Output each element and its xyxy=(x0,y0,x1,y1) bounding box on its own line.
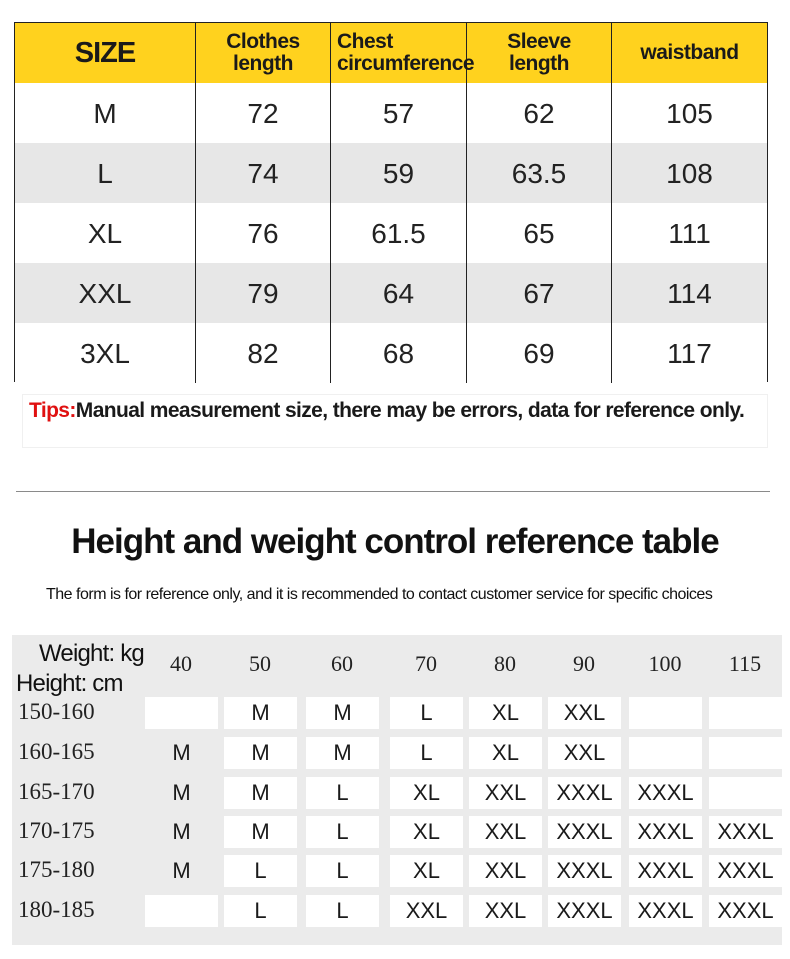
size-recommendation-cell: L xyxy=(306,855,379,887)
size-recommendation-cell: XL xyxy=(390,777,463,809)
size-recommendation-cell xyxy=(709,777,782,809)
size-recommendation-cell: M xyxy=(306,697,379,729)
height-row-label: 175-180 xyxy=(18,857,95,882)
header-size: SIZE xyxy=(15,23,196,83)
size-label-cell: XXL xyxy=(15,263,196,323)
measurement-cell: 108 xyxy=(666,158,713,189)
tips-text: Manual measurement size, there may be errors, data for reference only. xyxy=(75,399,745,422)
measurement-cell: 76 xyxy=(196,203,331,263)
size-recommendation-cell xyxy=(629,737,702,769)
size-label-cell: L xyxy=(15,143,196,203)
size-recommendation-cell: XXL xyxy=(469,895,542,927)
size-recommendation-cell: L xyxy=(306,816,379,848)
size-recommendation-cell: XXXL xyxy=(548,816,621,848)
height-axis-label: Height: cm xyxy=(16,670,123,697)
weight-column-header: 40 xyxy=(170,651,192,676)
measurement-cell: 68 xyxy=(331,323,467,383)
size-recommendation-cell: L xyxy=(224,855,297,887)
size-recommendation-cell: XL xyxy=(469,697,542,729)
size-recommendation-cell xyxy=(629,697,702,729)
weight-column-header: 80 xyxy=(494,651,516,676)
size-recommendation-cell: XXL xyxy=(469,777,542,809)
size-recommendation-cell: XXXL xyxy=(548,895,621,927)
measurement-cell: 69 xyxy=(467,323,612,383)
size-recommendation-cell: XXXL xyxy=(629,895,702,927)
weight-column-header: 50 xyxy=(249,651,271,676)
measurement-cell: 63.5 xyxy=(467,143,612,203)
measurement-cell: 82 xyxy=(196,323,331,383)
size-recommendation-cell: L xyxy=(390,697,463,729)
header-chest-circumference: Chest circumference xyxy=(331,23,467,83)
size-label-cell: M xyxy=(15,83,196,143)
measurement-cell: 67 xyxy=(467,263,612,323)
size-recommendation-cell: M xyxy=(306,737,379,769)
size-row xyxy=(15,263,767,323)
measurement-cell: 74 xyxy=(196,143,331,203)
size-row xyxy=(15,323,767,383)
size-label-cell: XL xyxy=(15,203,196,263)
weight-column-header: 100 xyxy=(648,651,682,676)
size-recommendation-cell: XXXL xyxy=(629,816,702,848)
weight-column-header: 70 xyxy=(415,651,437,676)
size-recommendation-cell: XXXL xyxy=(548,777,621,809)
measurement-cell: 111 xyxy=(668,218,711,249)
size-recommendation-cell: XL xyxy=(469,737,542,769)
reference-table-title: Height and weight control reference table xyxy=(71,522,719,561)
measurement-cell: 117 xyxy=(667,338,712,369)
size-recommendation-cell: M xyxy=(224,777,297,809)
measurement-cell: 105 xyxy=(666,98,713,129)
measurement-cell: 65 xyxy=(467,203,612,263)
size-recommendation-cell: XXXL xyxy=(629,855,702,887)
size-recommendation-cell: L xyxy=(306,777,379,809)
size-recommendation-cell: L xyxy=(306,895,379,927)
weight-column-header: 90 xyxy=(573,651,595,676)
size-recommendation-cell: M xyxy=(224,697,297,729)
measurement-cell: 62 xyxy=(467,83,612,143)
header-clothes-length: Clothes length xyxy=(196,23,331,83)
measurement-cell: 57 xyxy=(331,83,467,143)
height-row-label: 180-185 xyxy=(18,897,95,922)
size-recommendation-cell: XXXL xyxy=(709,855,782,887)
weight-axis-label: Weight: kg xyxy=(39,640,144,667)
size-chart-header xyxy=(15,23,767,83)
size-recommendation-cell: XXXL xyxy=(709,895,782,927)
size-recommendation-cell: XXXL xyxy=(709,816,782,848)
size-chart-table xyxy=(14,22,768,382)
weight-column-header: 60 xyxy=(331,651,353,676)
measurement-cell: 64 xyxy=(331,263,467,323)
size-recommendation-cell: XXL xyxy=(390,895,463,927)
size-recommendation-cell xyxy=(709,697,782,729)
size-row xyxy=(15,83,767,143)
measurement-cell: 61.5 xyxy=(331,203,467,263)
size-recommendation-cell: XXXL xyxy=(548,855,621,887)
height-row-label: 165-170 xyxy=(18,779,95,804)
height-row-label: 160-165 xyxy=(18,739,95,764)
size-recommendation-cell: XXL xyxy=(469,816,542,848)
measurement-cell: 114 xyxy=(667,278,712,309)
size-recommendation-cell: XXL xyxy=(548,737,621,769)
size-recommendation-cell: XXL xyxy=(548,697,621,729)
size-recommendation-cell: XXXL xyxy=(629,777,702,809)
measurement-cell: 59 xyxy=(331,143,467,203)
measurement-cell: 79 xyxy=(196,263,331,323)
height-row-label: 150-160 xyxy=(18,699,95,724)
size-row xyxy=(15,143,767,203)
header-waistband: waistband xyxy=(640,41,739,64)
section-divider xyxy=(16,491,770,492)
measurement-cell: 72 xyxy=(196,83,331,143)
size-recommendation-cell: L xyxy=(390,737,463,769)
size-recommendation-cell xyxy=(145,697,218,729)
axis-corner-label xyxy=(16,638,150,698)
size-label-cell: 3XL xyxy=(15,323,196,383)
header-sleeve-length: Sleeve length xyxy=(467,23,612,83)
size-recommendation-cell xyxy=(145,895,218,927)
size-recommendation-cell: M xyxy=(172,819,191,844)
size-recommendation-cell: XL xyxy=(390,855,463,887)
height-weight-table xyxy=(12,635,782,945)
tips-note xyxy=(22,394,768,448)
size-recommendation-cell xyxy=(709,737,782,769)
reference-table-subtitle: The form is for reference only, and it is recommended to contact customer service for specific choices xyxy=(46,586,713,603)
size-recommendation-cell: XXL xyxy=(469,855,542,887)
tips-label: Tips: xyxy=(29,399,76,422)
size-recommendation-cell: M xyxy=(172,740,191,765)
size-recommendation-cell: M xyxy=(172,780,191,805)
size-recommendation-cell: M xyxy=(172,858,191,883)
height-row-label: 170-175 xyxy=(18,818,95,843)
weight-column-header: 115 xyxy=(728,651,762,676)
size-recommendation-cell: M xyxy=(224,737,297,769)
size-row xyxy=(15,203,767,263)
size-recommendation-cell: L xyxy=(224,895,297,927)
size-recommendation-cell: XL xyxy=(390,816,463,848)
size-recommendation-cell: M xyxy=(224,816,297,848)
